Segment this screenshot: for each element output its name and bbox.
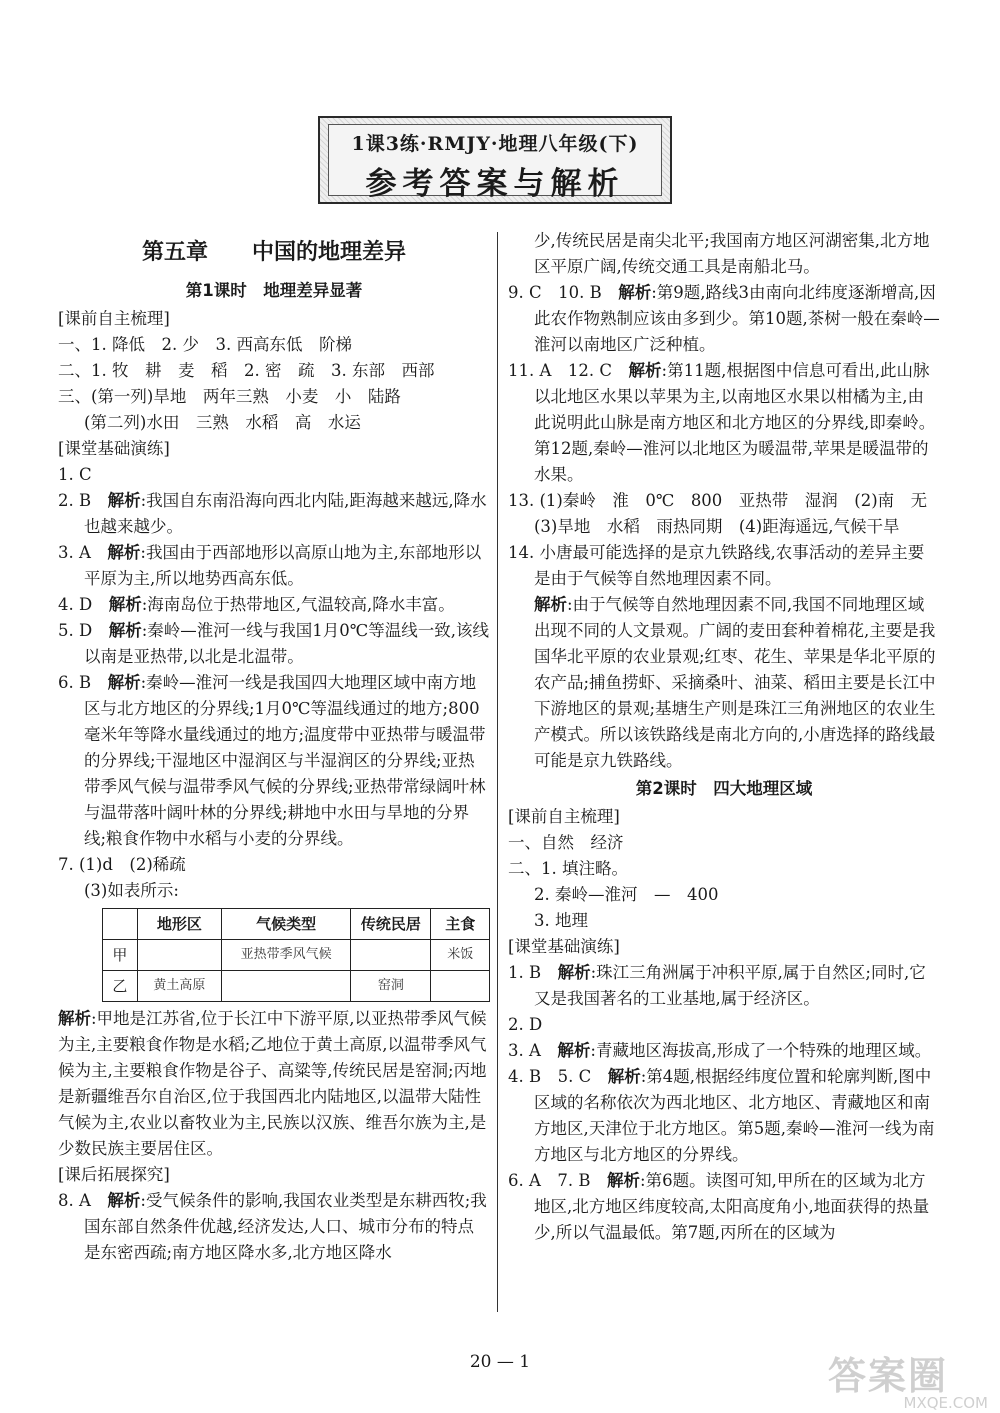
- section-class-practice-2: [课堂基础演练]: [508, 937, 620, 956]
- table-cell: 乙: [103, 971, 138, 1002]
- answer-9-head: 9. C 10. B: [508, 283, 602, 302]
- answer-7-explanation: [58, 1006, 490, 1162]
- table-cell: [137, 940, 221, 971]
- explanation-label: 解析: [534, 595, 567, 614]
- table-cell: 米饭: [431, 940, 490, 971]
- answer-7: 7. (1)d (2)稀疏: [58, 855, 186, 874]
- answer-7-text: :甲地是江苏省,位于长江中下游平原,以亚热带季风气候为主,主要粮食作物是水稻;乙地位于黄土高原,以温带季风气候为主,主要粮食作物是谷子、高粱等,传统民居是窑洞;丙地是新疆维吾尔自治区,位于我国西北内陆地区,以温带大陆性气候为主,农业以畜牧业为主,民族以汉族、维吾尔族为主,是少数民族主要居住区。: [58, 1009, 487, 1158]
- table-cell: 甲: [103, 940, 138, 971]
- answer-14: 14. 小唐最可能选择的是京九铁路线,农事活动的差异主要是由于气候等自然地理因素不同。: [508, 543, 925, 588]
- answer-13: 13. (1)秦岭 淮 0℃ 800 亚热带 湿润 (2)南 无 (3)旱地 水稻 雨热同期 (4)距海遥远,气候干旱: [508, 491, 944, 536]
- answer-2: [58, 488, 490, 540]
- answer-r4-5: [508, 1064, 940, 1168]
- answer-4-text: :海南岛位于热带地区,气温较高,降水丰富。: [141, 595, 455, 614]
- answer-9-text: :第9题,路线3由南向北纬度逐渐增高,因此农作物熟制应该由多到少。第10题,茶树一般在秦岭—淮河以南地区广泛种植。: [534, 283, 940, 354]
- pre-line-4: (第二列)水田 三熟 水稻 高 水运: [84, 413, 361, 432]
- answer-5: [58, 618, 490, 670]
- answer-4-head: 4. D: [58, 595, 93, 614]
- explanation-label: 解析: [107, 491, 141, 510]
- answer-9-10: [508, 280, 940, 358]
- section-pre-study-2: [课前自主梳理]: [508, 807, 620, 826]
- answer-r4-head: 4. B 5. C: [508, 1067, 592, 1086]
- table-cell: 窑洞: [351, 971, 431, 1002]
- explanation-label: 解析: [107, 543, 141, 562]
- answer-r3-head: 3. A: [508, 1041, 541, 1060]
- answer-r6-text: :第6题。读图可知,甲所在的区域为北方地区,北方地区纬度较高,太阳高度角小,地面获得的热量少,所以气温最低。第7题,丙所在的区域为: [534, 1171, 930, 1242]
- explanation-label: 解析: [628, 361, 662, 380]
- answer-table: [102, 908, 490, 1002]
- title-banner-inner: [328, 124, 662, 202]
- answer-8-head: 8. A: [58, 1191, 91, 1210]
- table-header-row: [103, 909, 490, 940]
- table-cell: [221, 971, 350, 1002]
- explanation-label: 解析: [108, 595, 142, 614]
- explanation-label: 解析: [58, 1009, 91, 1028]
- table-header-cell: 主食: [431, 909, 490, 940]
- answer-3: [58, 540, 490, 592]
- table-cell: [431, 971, 490, 1002]
- answer-8-continued: 少,传统民居是南尖北平;我国南方地区河湖密集,北方地区平原广阔,传统交通工具是南船北马。: [534, 231, 930, 276]
- explanation-label: 解析: [557, 963, 591, 982]
- answer-r1-text: :珠江三角洲属于冲积平原,属于自然区;同时,它又是我国著名的工业基地,属于经济区。: [534, 963, 926, 1008]
- answer-8: [58, 1188, 490, 1266]
- section-pre-study: [课前自主梳理]: [58, 309, 170, 328]
- answer-r1: [508, 960, 940, 1012]
- answer-14-explanation: [508, 592, 940, 774]
- chapter-title: 第五章 中国的地理差异: [141, 240, 406, 265]
- answer-2-head: 2. B: [58, 491, 92, 510]
- banner-subtitle: 1课3练·RMJY·地理八年级(下): [351, 133, 639, 155]
- watermark-url: MXQE.COM: [903, 1394, 988, 1412]
- answer-6: [58, 670, 490, 852]
- table-row: [103, 940, 490, 971]
- explanation-label: 解析: [607, 1067, 641, 1086]
- explanation-label: 解析: [618, 283, 652, 302]
- page-number: 20 — 1: [469, 1352, 531, 1372]
- pre-line-3: 三、(第一列)旱地 两年三熟 小麦 小 陆路: [58, 387, 401, 406]
- answer-r4-text: :第4题,根据经纬度位置和轮廓判断,图中区域的名称依次为西北地区、北方地区、青藏地区和南方地区,天津位于北方地区。第5题,秦岭—淮河一线为南方地区与北方地区的分界线。: [534, 1067, 935, 1164]
- answer-1: 1. C: [58, 465, 92, 484]
- section-class-practice: [课堂基础演练]: [58, 439, 170, 458]
- column-divider: [497, 232, 498, 1312]
- banner-title: 参考答案与解析: [365, 166, 625, 202]
- explanation-label: 解析: [108, 621, 142, 640]
- pre2-line-1: 一、自然 经济: [508, 833, 624, 852]
- pre-line-2: 二、1. 牧 耕 麦 稻 2. 密 疏 3. 东部 西部: [58, 361, 435, 380]
- answer-6-head: 6. B: [58, 673, 92, 692]
- lesson-title-2: 第2课时 四大地理区域: [635, 779, 813, 798]
- table-header-cell: 地形区: [137, 909, 221, 940]
- answer-6-text: :秦岭—淮河一线是我国四大地理区域中南方地区与北方地区的分界线;1月0℃等温线通过的地方;800毫米年等降水量线通过的地方;温度带中亚热带与暖温带的分界线;干湿地区中湿润区与半湿润区的分界线;亚热带季风气候与温带季风气候的分界线;亚热带常绿阔叶林与温带落叶阔叶林的分界线;耕地中水田与旱地的分界线;粮食作物中水稻与小麦的分界线。: [84, 673, 486, 848]
- title-banner: [318, 116, 672, 204]
- explanation-label: 解析: [557, 1041, 591, 1060]
- table-cell: 黄土高原: [137, 971, 221, 1002]
- explanation-label: 解析: [107, 1191, 141, 1210]
- answer-3-text: :我国由于西部地形以高原山地为主,东部地形以平原为主,所以地势西高东低。: [84, 543, 482, 588]
- answer-4: [58, 592, 490, 618]
- section-after-class: [课后拓展探究]: [58, 1165, 170, 1184]
- answer-11-12: [508, 358, 940, 488]
- answer-r3: [508, 1038, 940, 1064]
- answer-5-head: 5. D: [58, 621, 93, 640]
- answer-2-text: :我国自东南沿海向西北内陆,距海越来越远,降水也越来越少。: [84, 491, 487, 536]
- answer-8-text: :受气候条件的影响,我国农业类型是东耕西牧;我国东部自然条件优越,经济发达,人口、城市分布的特点是东密西疏;南方地区降水多,北方地区降水: [84, 1191, 487, 1262]
- left-column: [58, 228, 490, 1266]
- pre2-line-3: 2. 秦岭—淮河 — 400: [534, 885, 719, 904]
- table-cell: 亚热带季风气候: [221, 940, 350, 971]
- table-cell: [351, 940, 431, 971]
- table-header-cell: 气候类型: [221, 909, 350, 940]
- answer-r2: 2. D: [508, 1015, 543, 1034]
- pre2-line-4: 3. 地理: [534, 911, 588, 930]
- answer-r6-7: [508, 1168, 940, 1246]
- answer-11-text: :第11题,根据图中信息可看出,此山脉以北地区水果以苹果为主,以南地区水果以柑橘为主,由此说明此山脉是南方地区和北方地区的分界线,即秦岭。第12题,秦岭—淮河以北地区为暖温带,苹果是暖温带的水果。: [534, 361, 936, 484]
- answer-14-text: :由于气候等自然地理因素不同,我国不同地理区域出现不同的人文景观。广阔的麦田套种着棉花,主要是我国华北平原的农业景观;红枣、花生、苹果是华北平原的农产品;捕鱼捞虾、采摘桑叶、油菜、稻田主要是长江中下游地区的景观;基塘生产则是珠江三角洲地区的农业生产模式。所以该铁路线是南北方向的,小唐选择的路线最可能是京九铁路线。: [534, 595, 936, 770]
- watermark-logo: [828, 1345, 988, 1412]
- answer-r6-head: 6. A 7. B: [508, 1171, 591, 1190]
- table-row: [103, 971, 490, 1002]
- explanation-label: 解析: [607, 1171, 641, 1190]
- right-column: [508, 228, 944, 1246]
- answer-r1-head: 1. B: [508, 963, 542, 982]
- lesson-title-1: 第1课时 地理差异显著: [185, 281, 363, 300]
- answer-11-head: 11. A 12. C: [508, 361, 613, 380]
- answer-3-head: 3. A: [58, 543, 91, 562]
- explanation-label: 解析: [107, 673, 141, 692]
- answer-5-text: :秦岭—淮河一线与我国1月0℃等温线一致,该线以南是亚热带,以北是北温带。: [84, 621, 489, 666]
- answer-7-sub: (3)如表所示:: [84, 881, 179, 900]
- watermark-text: 答案圈: [828, 1354, 949, 1398]
- table-header-cell: [103, 909, 138, 940]
- pre2-line-2: 二、1. 填注略。: [508, 859, 628, 878]
- answer-r3-text: :青藏地区海拔高,形成了一个特殊的地理区域。: [590, 1041, 932, 1060]
- table-header-cell: 传统民居: [351, 909, 431, 940]
- pre-line-1: 一、1. 降低 2. 少 3. 西高东低 阶梯: [58, 335, 352, 354]
